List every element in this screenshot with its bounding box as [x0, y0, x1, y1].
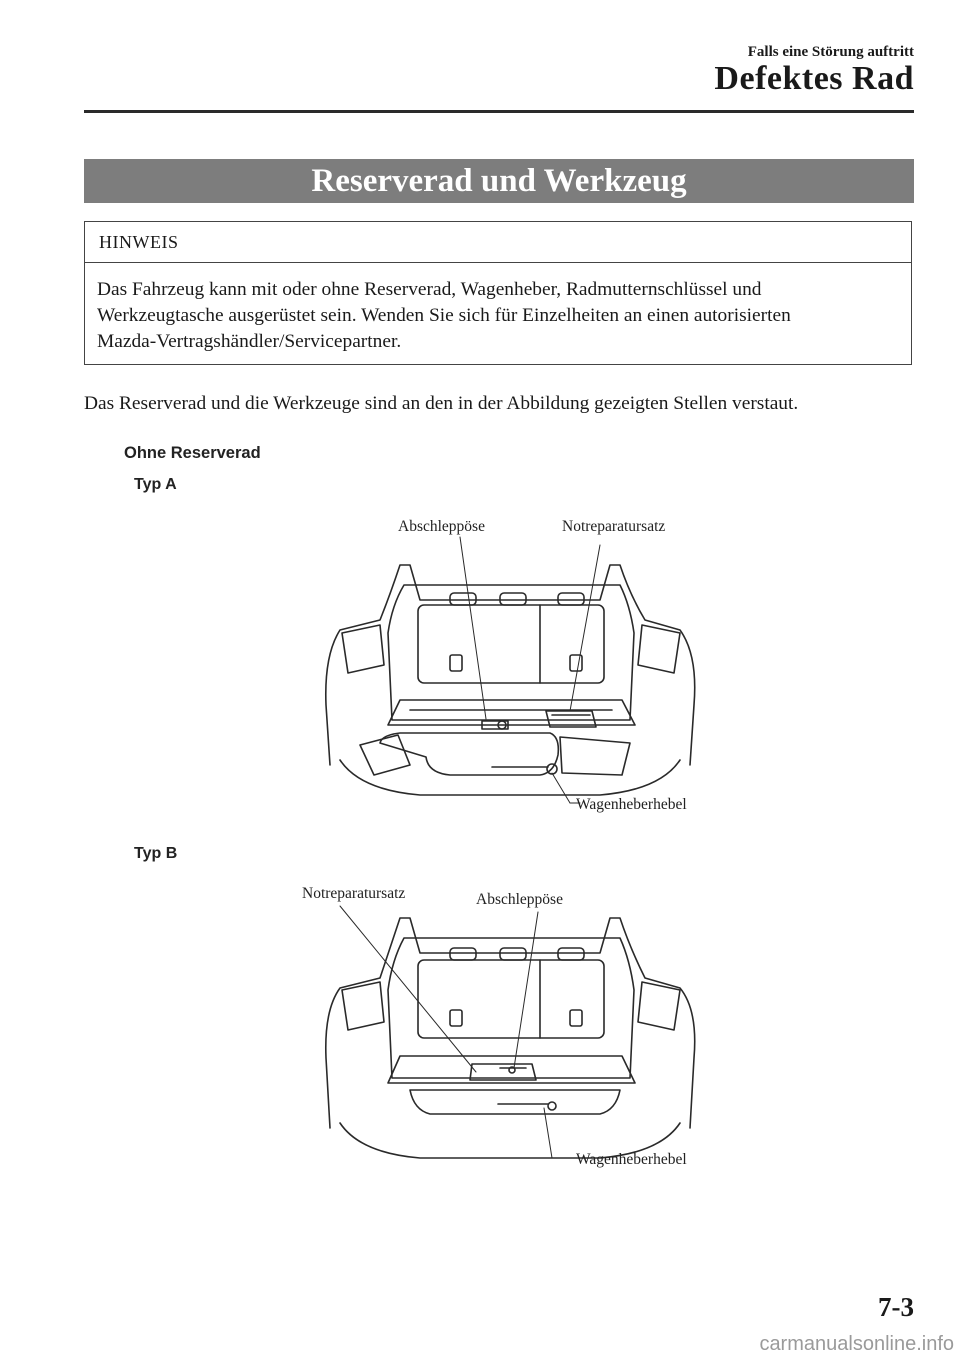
section-title: Defektes Rad [714, 60, 914, 97]
tail-light-left [342, 982, 384, 1030]
callout-jack-handle: Wagenheberhebel [576, 1151, 687, 1168]
rear-bumper [340, 760, 680, 795]
typ-a-label: Typ A [134, 476, 177, 493]
typ-b-label: Typ B [134, 845, 178, 862]
storage-tray [410, 1090, 620, 1114]
tailgate-opening [388, 938, 634, 1078]
topic-banner: Reserverad und Werkzeug [84, 159, 914, 203]
intro-paragraph: Das Reserverad und die Werkzeuge sind an den in der Abbildung gezeigten Stellen verstaut. [84, 393, 799, 414]
note-body [85, 263, 911, 355]
footer-watermark: carmanualsonline.info [759, 1333, 954, 1355]
callout-repair-kit: Notreparatursatz [302, 885, 406, 902]
page-number: 7-3 [878, 1292, 914, 1322]
note-line: Werkzeugtasche ausgerüstet sein. Wenden Sie sich für Einzelheiten an einen autorisierten [97, 305, 791, 326]
callout-repair-kit: Notreparatursatz [562, 518, 666, 535]
illustration-typ-a [300, 505, 730, 825]
tail-light-left [342, 625, 384, 673]
tail-light-right [638, 982, 680, 1030]
cargo-floor [388, 700, 635, 725]
variant-heading: Ohne Reserverad [124, 444, 261, 462]
header-rule [84, 110, 914, 113]
cargo-floor [388, 1056, 635, 1083]
tail-light-right [638, 625, 680, 673]
note-line: Mazda-Vertragshändler/Servicepartner. [97, 331, 402, 352]
illustration-typ-b [300, 878, 730, 1178]
note-heading: HINWEIS [85, 222, 911, 263]
note-box [84, 221, 912, 365]
callout-tow-eye: Abschleppöse [476, 891, 563, 908]
callout-jack-handle: Wagenheberhebel [576, 796, 687, 813]
note-line: Das Fahrzeug kann mit oder ohne Reserverad, Wagenheber, Radmutternschlüssel und [97, 279, 762, 300]
callout-tow-eye: Abschleppöse [398, 518, 485, 535]
chapter-title: Falls eine Störung auftritt [747, 44, 914, 60]
storage-tray [380, 733, 558, 775]
